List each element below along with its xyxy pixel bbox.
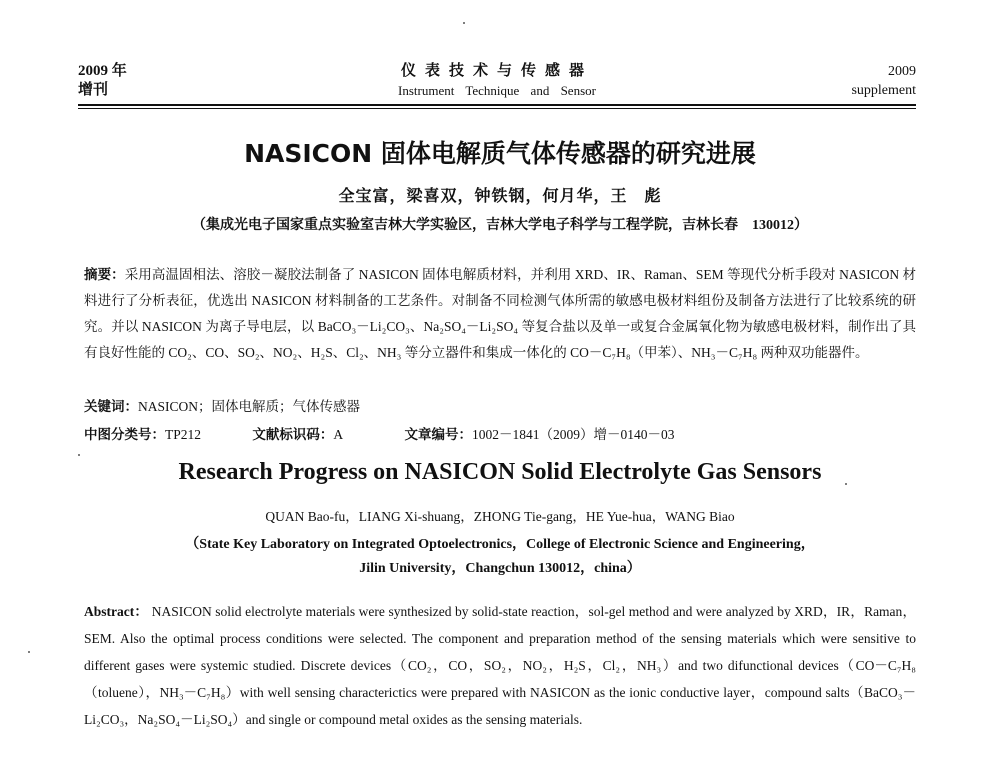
doc-code-label: 文献标识码： <box>252 427 334 442</box>
header-right <box>851 62 916 100</box>
english-abstract-label: Abstract： <box>84 604 149 619</box>
english-affiliation-line2: Jilin University，Changchun 130012，china） <box>359 561 641 576</box>
english-affiliation-line1: （State Key Laboratory on Integrated Optoelectronics，College of Electronic Science and Engineering， <box>185 537 815 552</box>
keywords-label: 关键词： <box>84 399 138 414</box>
article-no-group <box>405 424 675 446</box>
scan-speck <box>28 651 30 653</box>
header-year: 2009 年 <box>78 63 127 79</box>
doc-code-value: A <box>333 427 344 442</box>
article-no-value: 1002－1841（2009）增－0140－03 <box>472 427 675 442</box>
clc-value: TP212 <box>165 427 202 442</box>
article-no-label: 文章编号： <box>404 427 473 442</box>
clc-group <box>84 424 201 446</box>
chinese-affiliation: （集成光电子国家重点实验室吉林大学实验区，吉林大学电子科学与工程学院，吉林长春 130012） <box>192 218 808 233</box>
header-issue: 增刊 <box>78 82 109 98</box>
english-title: Research Progress on NASICON Solid Electrolyte Gas Sensors <box>178 459 822 485</box>
header-rule-thick <box>78 104 916 106</box>
scan-speck <box>845 483 847 485</box>
chinese-title: NASICON 固体电解质气体传感器的研究进展 <box>244 139 756 168</box>
english-abstract <box>84 598 916 733</box>
clc-label: 中图分类号： <box>84 427 165 442</box>
chinese-abstract-text: 采用高温固相法、溶胶－凝胶法制备了 NASICON 固体电解质材料，并利用 XRD、IR、Raman、SEM 等现代分析手段对 NASICON 材料进行了分析表征，优选出 NASICON 材料制备的工艺条件。对制备不同检测气体所需的敏感电极材料组份及制备方法进行了比较系统的研究。并以 NASICON 为离子导电层，以 BaCO₃－Li₂CO₃、Na₂SO₄－Li₂SO₄ 等复合盐以及单一或复合金属氧化物为敏感电极材料，制作出了具有良好性能的 CO₂、CO、SO₂、NO₂、H₂S、Cl₂、NH₃ 等分立器件和集成一体化的 CO－C₇H₈（甲苯）、NH₃－C₇H₈ 两种双功能器件。 <box>84 267 917 360</box>
header-issue-right: supplement <box>851 83 916 98</box>
classification-line <box>84 424 916 446</box>
scan-speck <box>78 454 80 456</box>
journal-name-cn: 仪表技术与传感器 <box>400 63 593 79</box>
header-year-right: 2009 <box>888 64 916 79</box>
chinese-abstract-label: 摘要： <box>84 267 125 282</box>
chinese-authors: 全宝富，梁喜双，钟铁钢，何月华，王 彪 <box>338 188 662 205</box>
running-header <box>78 62 916 104</box>
header-rule-thin <box>78 108 916 109</box>
chinese-abstract <box>84 262 916 366</box>
keywords-value: NASICON；固体电解质；气体传感器 <box>138 399 361 414</box>
english-abstract-text: NASICON solid electrolyte materials were synthesized by solid-state reaction，sol-gel method and were analyzed by XRD，IR，Raman，SEM. Also the optimal process conditions were selected. The component and preparation method of the sensing materials which were sensitive to different gases were systemic studied. Discrete devices（CO₂，CO，SO₂，NO₂，H₂S，Cl₂，NH₃）and two difunctional devices（CO－C₇H₈（toluene），NH₃－C₇H₈）with well sensing characterictics were prepared with NASICON as the ionic conductive layer，compound salts（BaCO₃－Li₂CO₃，Na₂SO₄－Li₂SO₄）and single or compound metal oxides as the sensing materials. <box>84 604 916 727</box>
scan-speck <box>463 22 465 24</box>
doc-code-group <box>252 424 343 446</box>
english-authors: QUAN Bao-fu，LIANG Xi-shuang，ZHONG Tie-gang，HE Yue-hua，WANG Biao <box>265 509 735 524</box>
chinese-keywords <box>84 396 916 418</box>
journal-name-en: Instrument Technique and Sensor <box>398 83 596 98</box>
header-center <box>78 62 916 100</box>
